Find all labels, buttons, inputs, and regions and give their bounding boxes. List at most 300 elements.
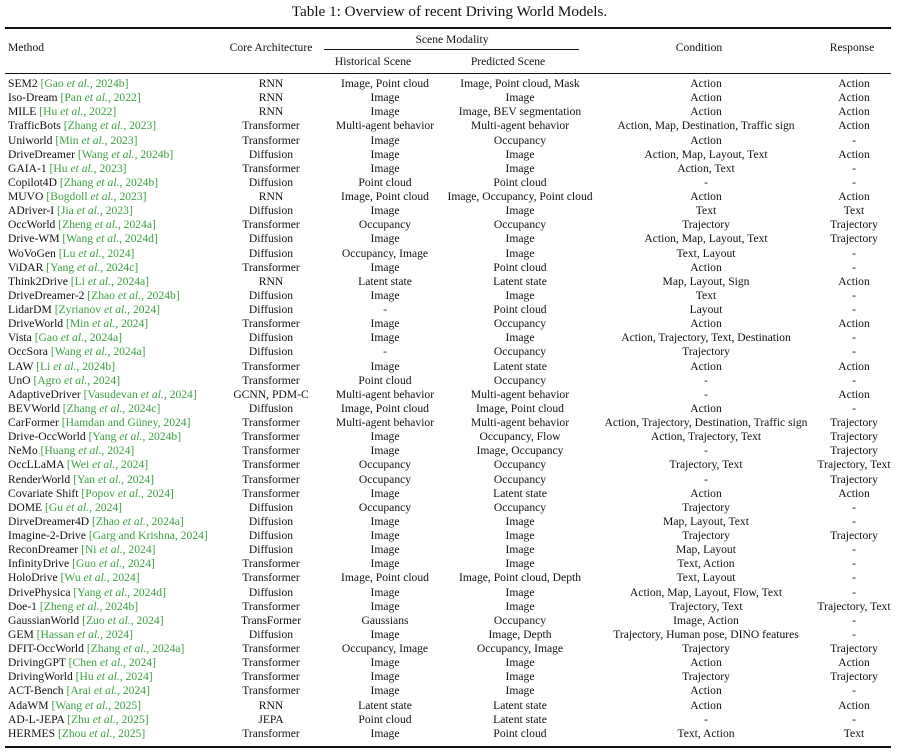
table-row [5, 105, 891, 119]
method-cell [5, 713, 217, 727]
method-cell [5, 190, 217, 204]
response-cell: - [852, 712, 856, 726]
historical-scene-cell: Image [370, 288, 400, 302]
citation-link[interactable]: [Zheng et al., 2024b] [39, 599, 139, 613]
citation-link[interactable]: [Yang et al., 2024d] [73, 585, 166, 599]
citation-link[interactable]: [Yan et al., 2024] [73, 472, 155, 486]
core-architecture-cell: Diffusion [248, 232, 294, 246]
table-row [5, 261, 891, 275]
method-cell [5, 529, 217, 543]
method-cell [5, 261, 217, 275]
condition-cell: Text, Action [677, 557, 735, 571]
historical-scene-cell: Image [370, 514, 400, 528]
citation-link[interactable]: [Agro et al., 2024] [33, 373, 121, 387]
condition-cell: Image, Action [673, 613, 739, 627]
predicted-scene-cell: Image [505, 91, 535, 105]
response-cell: - [852, 613, 856, 627]
citation-link[interactable]: [Zhu et al., 2025] [67, 712, 149, 726]
condition-cell: - [704, 712, 708, 726]
method-name: BEVWorld [8, 401, 60, 415]
method-name: TrafficBots [8, 119, 61, 133]
citation-link[interactable]: [Wang et al., 2024a] [50, 345, 146, 359]
core-architecture-cell: Diffusion [248, 204, 294, 218]
table-row [5, 148, 891, 162]
table-row [5, 416, 891, 430]
condition-cell: Action, Map, Layout, Text [644, 147, 768, 161]
condition-cell: Text, Layout [676, 246, 736, 260]
core-architecture-cell: Diffusion [248, 529, 294, 542]
condition-cell: Text [695, 288, 717, 302]
citation-link[interactable]: [Wei et al., 2024] [66, 458, 149, 472]
citation-link[interactable]: [Zuo et al., 2024] [82, 613, 164, 627]
response-cell: - [852, 133, 856, 147]
condition-cell: Trajectory, Human pose, DINO features [613, 627, 799, 641]
predicted-scene-cell: Image [505, 246, 535, 260]
historical-scene-cell: Point cloud [358, 373, 412, 387]
scene-modality-rule [324, 49, 579, 50]
predicted-scene-cell: Occupancy [493, 613, 547, 627]
response-cell: Trajectory [830, 642, 878, 655]
predicted-scene-cell: Occupancy [493, 373, 547, 387]
method-cell [5, 473, 217, 487]
response-cell: - [852, 627, 856, 641]
method-cell [5, 586, 217, 600]
citation-link[interactable]: [Wu et al., 2024] [60, 571, 140, 585]
method-name: DriveDreamer-2 [8, 288, 85, 302]
table-row [5, 501, 891, 515]
core-architecture-cell: Transformer [242, 359, 300, 373]
method-cell [5, 134, 217, 148]
table-row [5, 331, 891, 345]
citation-link[interactable]: [Zhang et al., 2023] [63, 119, 157, 133]
method-name: Vista [8, 331, 32, 345]
historical-scene-cell: Image [370, 444, 400, 458]
table-row [5, 543, 891, 557]
method-cell [5, 543, 217, 557]
condition-cell: Action [690, 91, 722, 105]
citation-link[interactable]: [Hu et al., 2023] [49, 161, 127, 175]
method-name: HoloDrive [8, 571, 58, 585]
core-architecture-cell: RNN [258, 190, 284, 203]
historical-scene-cell: - [383, 303, 387, 316]
method-cell [5, 119, 217, 133]
core-architecture-cell: Transformer [242, 670, 300, 684]
world-models-table [5, 77, 891, 741]
predicted-scene-cell: Image [505, 161, 535, 175]
citation-link[interactable]: [Min et al., 2024] [66, 317, 149, 331]
citation-link[interactable]: [Zhou et al., 2025] [57, 726, 146, 740]
historical-scene-cell: Image, Point cloud [341, 77, 429, 90]
table-row [5, 360, 891, 374]
condition-cell: - [704, 175, 708, 189]
predicted-scene-cell: Occupancy, Flow [479, 430, 561, 444]
response-cell: - [852, 684, 856, 698]
predicted-scene-cell: Image, Occupancy, Point cloud [447, 190, 593, 203]
predicted-scene-cell: Point cloud [493, 175, 547, 189]
response-cell: - [852, 571, 856, 585]
core-architecture-cell: Transformer [242, 684, 300, 698]
table-row [5, 91, 891, 105]
method-name: Copilot4D [8, 175, 57, 189]
table-row [5, 586, 891, 600]
historical-scene-cell: Image [370, 627, 400, 641]
method-cell [5, 148, 217, 162]
historical-scene-cell: Image [370, 133, 400, 147]
core-architecture-cell: Diffusion [248, 585, 294, 599]
table-row [5, 600, 891, 614]
citation-link[interactable]: [Chen et al., 2024] [68, 656, 156, 670]
method-cell [5, 614, 217, 628]
table-row [5, 190, 891, 204]
bottom-rule [5, 746, 891, 748]
table-row [5, 515, 891, 529]
method-cell [5, 91, 217, 105]
core-architecture-cell: Diffusion [248, 345, 294, 359]
condition-cell: Map, Layout, Sign [662, 274, 750, 288]
historical-scene-cell: - [383, 345, 387, 359]
method-name: HERMES [8, 726, 56, 740]
core-architecture-cell: Transformer [242, 726, 300, 740]
citation-link[interactable]: [Yang et al., 2024b] [88, 430, 182, 444]
table-row [5, 529, 891, 543]
historical-scene-cell: Latent state [358, 274, 412, 288]
condition-cell: Action, Text [677, 161, 735, 175]
citation-link[interactable]: [Zheng et al., 2024a] [58, 218, 156, 232]
citation-link[interactable]: [Bogdoll et al., 2023] [46, 190, 147, 203]
table-row [5, 402, 891, 416]
historical-scene-cell: Image, Point cloud [341, 571, 429, 585]
table-row [5, 430, 891, 444]
predicted-scene-cell: Image, Point cloud, Depth [458, 571, 582, 585]
historical-scene-cell: Image [370, 656, 400, 670]
method-cell [5, 345, 217, 359]
method-name: Drive-WM [8, 232, 60, 246]
historical-scene-cell: Image [370, 585, 400, 599]
predicted-scene-cell: Image, Occupancy [476, 444, 564, 458]
citation-link[interactable]: [Hamdan and Güney, 2024] [61, 416, 191, 429]
predicted-scene-cell: Occupancy [493, 472, 547, 486]
method-name: ACT-Bench [8, 684, 64, 698]
method-cell [5, 487, 217, 501]
condition-cell: Layout [689, 303, 723, 316]
method-name: WoVoGen [8, 246, 56, 260]
predicted-scene-cell: Image [505, 599, 535, 613]
method-name: RenderWorld [8, 472, 71, 486]
table-caption: Table 1: Overview of recent Driving World Models. [291, 3, 608, 20]
core-architecture-cell: RNN [258, 77, 284, 90]
citation-link[interactable]: [Arai et al., 2024] [66, 684, 150, 698]
table-row [5, 119, 891, 133]
historical-scene-cell: Image [370, 430, 400, 444]
response-cell: Action [838, 147, 870, 161]
method-cell [5, 275, 217, 289]
predicted-scene-cell: Image [505, 529, 535, 542]
response-cell: Action [838, 656, 870, 670]
core-architecture-cell: Transformer [242, 642, 300, 655]
core-architecture-cell: Transformer [242, 373, 300, 387]
predicted-scene-cell: Occupancy [493, 133, 547, 147]
core-architecture-cell: Transformer [242, 557, 300, 571]
predicted-scene-cell: Image [505, 288, 535, 302]
historical-scene-cell: Latent state [358, 698, 412, 712]
response-cell: - [852, 373, 856, 387]
table-row [5, 727, 891, 741]
citation-link[interactable]: [Wang et al., 2024d] [62, 232, 158, 246]
method-name: GaussianWorld [8, 613, 80, 627]
method-name: Think2Drive [8, 274, 68, 288]
predicted-scene-cell: Occupancy, Image [476, 642, 564, 655]
condition-cell: Action [690, 105, 722, 119]
table-row [5, 374, 891, 388]
response-cell: Action [838, 91, 870, 105]
core-architecture-cell: Transformer [242, 317, 300, 331]
response-cell: - [852, 514, 856, 528]
condition-cell: Action [690, 133, 722, 147]
citation-link[interactable]: [Huang et al., 2024] [40, 444, 135, 458]
historical-scene-cell: Image [370, 260, 400, 274]
method-name: DFIT-OccWorld [8, 642, 84, 655]
condition-cell: Action [690, 486, 722, 500]
condition-cell: Trajectory [682, 642, 730, 655]
condition-cell: Trajectory [682, 500, 730, 514]
predicted-scene-cell: Occupancy [493, 345, 547, 359]
method-name: DrivePhysica [8, 585, 71, 599]
citation-link[interactable]: [Gu et al., 2024] [45, 500, 123, 514]
method-cell [5, 515, 217, 529]
condition-cell: Text, Action [677, 726, 735, 740]
table-row [5, 656, 891, 670]
table-row [5, 77, 891, 91]
response-cell: Trajectory [830, 430, 878, 444]
method-cell [5, 458, 217, 472]
core-architecture-cell: Transformer [242, 486, 300, 500]
response-cell: Trajectory, Text [817, 599, 891, 613]
core-architecture-cell: JEPA [258, 712, 284, 726]
citation-link[interactable]: [Li et al., 2024a] [70, 274, 150, 288]
table-row [5, 458, 891, 472]
response-cell: Action [838, 119, 870, 133]
table-row [5, 684, 891, 698]
citation-link[interactable]: [Zhang et al., 2024a] [86, 642, 185, 655]
historical-scene-cell: Image [370, 599, 400, 613]
citation-link[interactable]: [Min et al., 2023] [55, 133, 138, 147]
predicted-scene-cell: Image [505, 684, 535, 698]
method-name: MILE [8, 105, 37, 119]
condition-cell: - [704, 444, 708, 458]
citation-link[interactable]: [Gao et al., 2024a] [34, 331, 122, 345]
historical-scene-cell: Multi-agent behavior [335, 119, 435, 133]
predicted-scene-cell: Image [505, 656, 535, 670]
predicted-scene-cell: Image [505, 543, 535, 557]
response-cell: Trajectory [830, 218, 878, 232]
method-cell [5, 571, 217, 585]
core-architecture-cell: Transformer [242, 571, 300, 585]
core-architecture-cell: Diffusion [248, 627, 294, 641]
response-cell: - [852, 260, 856, 274]
condition-cell: Trajectory [682, 529, 730, 542]
citation-link[interactable]: [Gao et al., 2024b] [40, 77, 129, 90]
core-architecture-cell: Transformer [242, 472, 300, 486]
table-row [5, 699, 891, 713]
method-name: GEM [8, 627, 34, 641]
method-name: DriveDreamer [8, 147, 75, 161]
method-cell [5, 642, 217, 656]
predicted-scene-cell: Multi-agent behavior [470, 387, 570, 401]
response-cell: Trajectory [830, 416, 878, 429]
predicted-scene-cell: Image [505, 557, 535, 571]
core-architecture-cell: Transformer [242, 133, 300, 147]
method-cell [5, 656, 217, 670]
method-cell [5, 670, 217, 684]
method-name: Iso-Dream [8, 91, 58, 105]
method-cell [5, 289, 217, 303]
table-row [5, 345, 891, 359]
predicted-scene-cell: Occupancy [493, 500, 547, 514]
method-name: MUVO [8, 190, 44, 203]
method-name: OccWorld [8, 218, 56, 232]
response-cell: Trajectory [830, 529, 878, 542]
condition-cell: - [704, 387, 708, 401]
citation-link[interactable]: [Garg and Krishna, 2024] [88, 529, 208, 542]
predicted-scene-cell: Image [505, 232, 535, 246]
method-name: LidarDM [8, 303, 52, 316]
method-cell [5, 162, 217, 176]
method-cell [5, 388, 217, 402]
method-cell [5, 684, 217, 698]
method-cell [5, 501, 217, 515]
condition-cell: Action [690, 77, 722, 90]
citation-link[interactable]: [Hu et al., 2022] [39, 105, 117, 119]
core-architecture-cell: Transformer [242, 656, 300, 670]
citation-link[interactable]: [Zhang et al., 2024b] [59, 175, 159, 189]
method-cell [5, 77, 217, 91]
core-architecture-cell: Diffusion [248, 401, 294, 415]
response-cell: Text [843, 726, 865, 740]
citation-link[interactable]: [Hu et al., 2024] [75, 670, 153, 684]
citation-link[interactable]: [Hassan et al., 2024] [36, 627, 133, 641]
historical-scene-cell: Occupancy [358, 472, 412, 486]
condition-cell: Text [695, 204, 717, 218]
table-row [5, 303, 891, 317]
core-architecture-cell: Diffusion [248, 303, 294, 316]
core-architecture-cell: RNN [258, 105, 284, 119]
predicted-scene-cell: Point cloud [493, 260, 547, 274]
citation-link[interactable]: [Vasudevan et al., 2024] [83, 387, 197, 401]
historical-scene-cell: Image [370, 317, 400, 331]
method-cell [5, 402, 217, 416]
core-architecture-cell: RNN [258, 698, 284, 712]
citation-link[interactable]: [Zhao et al., 2024b] [87, 288, 180, 302]
predicted-scene-cell: Image, Point cloud, Mask [460, 77, 580, 90]
citation-link[interactable]: [Zyrianov et al., 2024] [54, 303, 161, 316]
method-cell [5, 699, 217, 713]
method-name: DrivingGPT [8, 656, 66, 670]
method-cell [5, 176, 217, 190]
predicted-scene-cell: Latent state [493, 486, 547, 500]
table-row [5, 557, 891, 571]
citation-link[interactable]: [Guo et al., 2024] [72, 557, 155, 571]
response-cell: - [852, 303, 856, 316]
core-architecture-cell: Diffusion [248, 147, 294, 161]
response-cell: - [852, 401, 856, 415]
condition-cell: Trajectory [682, 218, 730, 232]
historical-scene-cell: Occupancy, Image [341, 246, 429, 260]
citation-link[interactable]: [Li et al., 2024b] [36, 359, 116, 373]
historical-scene-cell: Multi-agent behavior [335, 387, 435, 401]
historical-scene-cell: Point cloud [358, 175, 412, 189]
citation-link[interactable]: [Wang et al., 2025] [51, 698, 142, 712]
method-cell [5, 600, 217, 614]
predicted-scene-cell: Image [505, 585, 535, 599]
condition-cell: Action, Trajectory, Text [650, 430, 762, 444]
historical-scene-cell: Multi-agent behavior [335, 416, 435, 429]
response-cell: Action [838, 387, 870, 401]
method-name: NeMo [8, 444, 38, 458]
header-core-architecture: Core Architecture [229, 41, 313, 54]
method-name: Doe-1 [8, 599, 37, 613]
condition-cell: Action, Map, Layout, Text [644, 232, 768, 246]
historical-scene-cell: Image [370, 486, 400, 500]
response-cell: - [852, 246, 856, 260]
citation-link[interactable]: [Zhang et al., 2024c] [62, 401, 161, 415]
citation-link[interactable]: [Popov et al., 2024] [81, 486, 174, 500]
method-cell [5, 374, 217, 388]
predicted-scene-cell: Image [505, 204, 535, 218]
response-cell: Trajectory [830, 232, 878, 246]
response-cell: Action [838, 77, 870, 90]
table-row [5, 232, 891, 246]
table-row [5, 444, 891, 458]
predicted-scene-cell: Image, Point cloud [476, 401, 564, 415]
method-name: AdaptiveDriver [8, 387, 81, 401]
method-cell [5, 105, 217, 119]
citation-link[interactable]: [Jia et al., 2023] [57, 204, 133, 218]
core-architecture-cell: Transformer [242, 599, 300, 613]
core-architecture-cell: Diffusion [248, 246, 294, 260]
predicted-scene-cell: Image [505, 331, 535, 345]
historical-scene-cell: Image [370, 529, 400, 542]
citation-link[interactable]: [Pan et al., 2022] [60, 91, 141, 105]
method-name: ViDAR [8, 260, 44, 274]
predicted-scene-cell: Latent state [493, 712, 547, 726]
core-architecture-cell: Transformer [242, 458, 300, 472]
citation-link[interactable]: [Yang et al., 2024c] [46, 260, 139, 274]
condition-cell: Map, Layout [676, 543, 736, 557]
core-architecture-cell: Transformer [242, 119, 300, 133]
citation-link[interactable]: [Zhao et al., 2024a] [92, 514, 184, 528]
method-cell [5, 232, 217, 246]
historical-scene-cell: Image [370, 91, 400, 105]
historical-scene-cell: Image [370, 147, 400, 161]
table-row [5, 275, 891, 289]
citation-link[interactable]: [Ni et al., 2024] [81, 543, 156, 557]
citation-link[interactable]: [Lu et al., 2024] [58, 246, 135, 260]
table-row [5, 162, 891, 176]
condition-cell: Action, Map, Layout, Flow, Text [629, 585, 783, 599]
header-response: Response [829, 41, 875, 54]
method-name: Drive-OccWorld [8, 430, 86, 444]
historical-scene-cell: Image [370, 204, 400, 218]
predicted-scene-cell: Image [505, 147, 535, 161]
condition-cell: Action [690, 684, 722, 698]
predicted-scene-cell: Occupancy [493, 458, 547, 472]
condition-cell: Action [690, 359, 722, 373]
citation-link[interactable]: [Wang et al., 2024b] [77, 147, 174, 161]
historical-scene-cell: Image, Point cloud [341, 401, 429, 415]
core-architecture-cell: RNN [258, 274, 284, 288]
predicted-scene-cell: Multi-agent behavior [470, 416, 570, 429]
historical-scene-cell: Occupancy [358, 218, 412, 232]
